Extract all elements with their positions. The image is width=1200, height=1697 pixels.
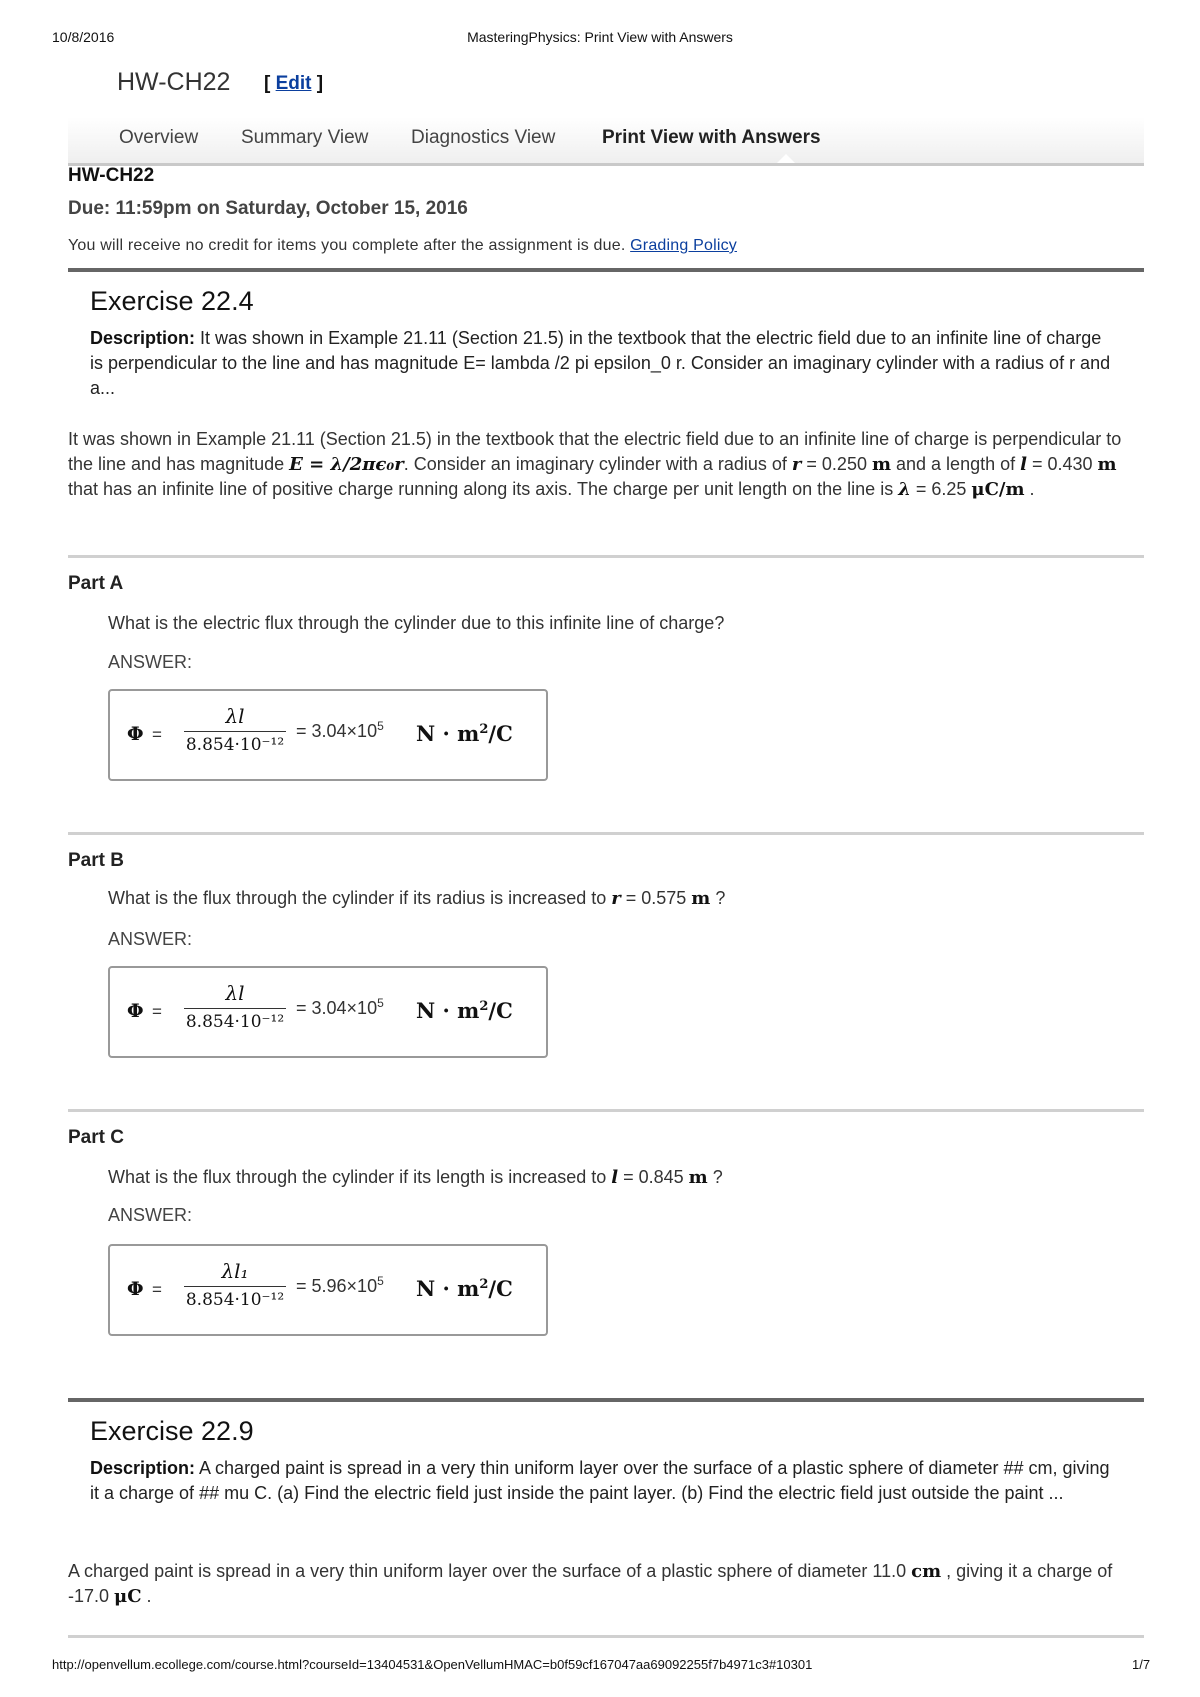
section-divider xyxy=(68,1398,1144,1402)
part-divider xyxy=(68,555,1144,558)
exercise-description xyxy=(90,1456,1115,1506)
body-text: and a length of xyxy=(891,454,1021,474)
notice-text: You will receive no credit for items you complete after the assignment is due. xyxy=(68,237,626,254)
unit-tail: /C xyxy=(488,721,513,746)
flux-symbol: Φ xyxy=(127,1000,144,1022)
radius-unit: m xyxy=(871,454,892,475)
question-end: ? xyxy=(710,888,726,908)
answer-mantissa: = 5.96×10 xyxy=(296,1276,378,1296)
answer-unit xyxy=(416,998,513,1023)
part-divider xyxy=(68,1109,1144,1112)
print-url: http://openvellum.ecollege.com/course.html?courseId=13404531&OpenVellumHMAC=b0f59cf167047aa69092255f7b4971c3#10301 xyxy=(52,1657,813,1672)
part-divider xyxy=(68,1635,1144,1638)
unit-exponent: 2 xyxy=(479,1277,489,1292)
radius-symbol: r xyxy=(791,454,802,475)
lambda-value: = 6.25 xyxy=(910,479,972,499)
body-text: that has an infinite line of positive charge running along its axis. The charge per unit length on the line is xyxy=(68,479,899,499)
print-date: 10/8/2016 xyxy=(52,29,115,45)
description-label: Description: xyxy=(90,328,196,348)
part-c-title: Part C xyxy=(68,1127,124,1148)
section-divider xyxy=(68,268,1144,272)
radius-value: = 0.250 xyxy=(801,454,872,474)
equals-sign: = xyxy=(152,725,162,744)
answer-exponent: 5 xyxy=(377,996,384,1010)
radius-unit: m xyxy=(691,888,711,909)
length-value: = 0.845 xyxy=(618,1167,689,1187)
body-text: A charged paint is spread in a very thin uniform layer over the surface of a plastic sphere of diameter 11.0 xyxy=(68,1561,912,1581)
assignment-name: HW-CH22 xyxy=(68,165,155,186)
description-text: It was shown in Example 21.11 (Section 21.5) in the textbook that the electric field due to an infinite line of charge is perpendicular to the line and has magnitude E= lambda /2 pi epsilon_0 r. Consider an imaginary cylinder with a radius of r and a... xyxy=(90,328,1111,398)
question-text: What is the flux through the cylinder if its radius is increased to xyxy=(108,888,612,908)
page-number: 1/7 xyxy=(1132,1657,1151,1672)
flux-symbol: Φ xyxy=(127,723,144,745)
unit-base: N · m xyxy=(416,1276,480,1301)
answer-mantissa: = 3.04×10 xyxy=(296,998,378,1018)
tab-diagnostics-view[interactable]: Diagnostics View xyxy=(411,127,556,148)
answer-unit xyxy=(416,721,513,746)
length-symbol: l xyxy=(611,1167,619,1188)
unit-base: N · m xyxy=(416,721,480,746)
fraction-numerator: λl xyxy=(225,981,245,1005)
part-b-title: Part B xyxy=(68,850,124,871)
fraction-numerator: λl₁ xyxy=(221,1259,249,1283)
tab-print-view-with-answers[interactable]: Print View with Answers xyxy=(602,127,821,148)
unit-base: N · m xyxy=(416,998,480,1023)
exercise-title: Exercise 22.4 xyxy=(90,286,254,316)
answer-label: ANSWER: xyxy=(108,1205,193,1225)
radius-symbol: r xyxy=(611,888,621,909)
part-c-answer-box xyxy=(108,1244,548,1336)
answer-unit xyxy=(416,1276,513,1301)
answer-value xyxy=(296,719,384,742)
part-a-title: Part A xyxy=(68,573,124,594)
grading-policy-link[interactable]: Grading Policy xyxy=(630,237,738,254)
part-a-answer-box xyxy=(108,689,548,781)
exercise-body xyxy=(68,1559,1143,1609)
part-b-answer-box xyxy=(108,966,548,1058)
fraction-denominator: 8.854·10⁻¹² xyxy=(185,1290,285,1310)
edit-link[interactable]: Edit xyxy=(275,73,312,94)
late-credit-notice xyxy=(68,237,737,255)
equals-sign: = xyxy=(152,1280,162,1299)
question-text: What is the flux through the cylinder if its length is increased to xyxy=(108,1167,612,1187)
length-unit: m xyxy=(1097,454,1117,475)
view-tab-bar xyxy=(68,117,1144,166)
length-value: = 0.430 xyxy=(1026,454,1098,474)
body-text: It was shown in Example 21.11 (Section 21.5) in the textbook that the electric field due to an infinite line of charge is perpendicular to the line and has magnitude xyxy=(68,429,1122,474)
fraction-denominator: 8.854·10⁻¹² xyxy=(185,1012,285,1032)
body-text: . xyxy=(141,1586,152,1606)
fraction-denominator: 8.854·10⁻¹² xyxy=(185,735,285,755)
part-c-question xyxy=(108,1167,723,1188)
edit-link-wrapper: [ Edit ] xyxy=(264,73,324,94)
answer-mantissa: = 3.04×10 xyxy=(296,721,378,741)
tab-overview[interactable]: Overview xyxy=(119,127,199,148)
unit-exponent: 2 xyxy=(479,999,489,1014)
length-symbol: l xyxy=(1020,454,1027,475)
fraction-numerator: λl xyxy=(225,704,245,728)
answer-value xyxy=(296,996,384,1019)
body-text: . xyxy=(1024,479,1035,499)
part-a-question: What is the electric flux through the cylinder due to this infinite line of charge? xyxy=(108,613,725,633)
radius-value: = 0.575 xyxy=(620,888,692,908)
answer-label: ANSWER: xyxy=(108,652,193,672)
due-date: Due: 11:59pm on Saturday, October 15, 2016 xyxy=(68,198,468,219)
exercise-description xyxy=(90,326,1115,401)
equals-sign: = xyxy=(152,1002,162,1021)
unit-tail: /C xyxy=(488,998,513,1023)
exercise-body xyxy=(68,427,1143,502)
part-b-question xyxy=(108,888,725,909)
answer-fraction xyxy=(180,1256,290,1313)
field-formula: E = λ/2πϵ₀r xyxy=(289,454,404,475)
charge-unit: μC xyxy=(114,1586,142,1607)
tab-summary-view[interactable]: Summary View xyxy=(241,127,369,148)
length-unit: m xyxy=(688,1167,708,1188)
unit-tail: /C xyxy=(488,1276,513,1301)
body-text: , giving it a charge of -17.0 xyxy=(68,1561,1113,1606)
lambda-unit: μC/m xyxy=(971,479,1025,500)
print-page-title: MasteringPhysics: Print View with Answers xyxy=(467,29,733,45)
answer-fraction xyxy=(180,978,290,1035)
question-end: ? xyxy=(707,1167,723,1187)
part-divider xyxy=(68,832,1144,835)
unit-exponent: 2 xyxy=(479,722,489,737)
answer-label: ANSWER: xyxy=(108,929,193,949)
body-text: . Consider an imaginary cylinder with a radius of xyxy=(403,454,792,474)
description-text: A charged paint is spread in a very thin uniform layer over the surface of a plastic sphere of diameter ## cm, giving it a charge of ## mu C. (a) Find the electric field just inside the paint layer. (b) Find the electric field just outside the paint ... xyxy=(90,1458,1110,1503)
description-label: Description: xyxy=(90,1458,196,1478)
answer-value xyxy=(296,1274,384,1297)
flux-symbol: Φ xyxy=(127,1278,144,1300)
answer-exponent: 5 xyxy=(377,1274,384,1288)
exercise-title: Exercise 22.9 xyxy=(90,1416,254,1446)
answer-exponent: 5 xyxy=(377,719,384,733)
answer-fraction xyxy=(180,701,290,758)
assignment-title: HW-CH22 xyxy=(117,68,231,96)
lambda-symbol: λ xyxy=(898,479,911,500)
diameter-unit: cm xyxy=(911,1561,942,1582)
active-tab-indicator xyxy=(777,154,795,163)
